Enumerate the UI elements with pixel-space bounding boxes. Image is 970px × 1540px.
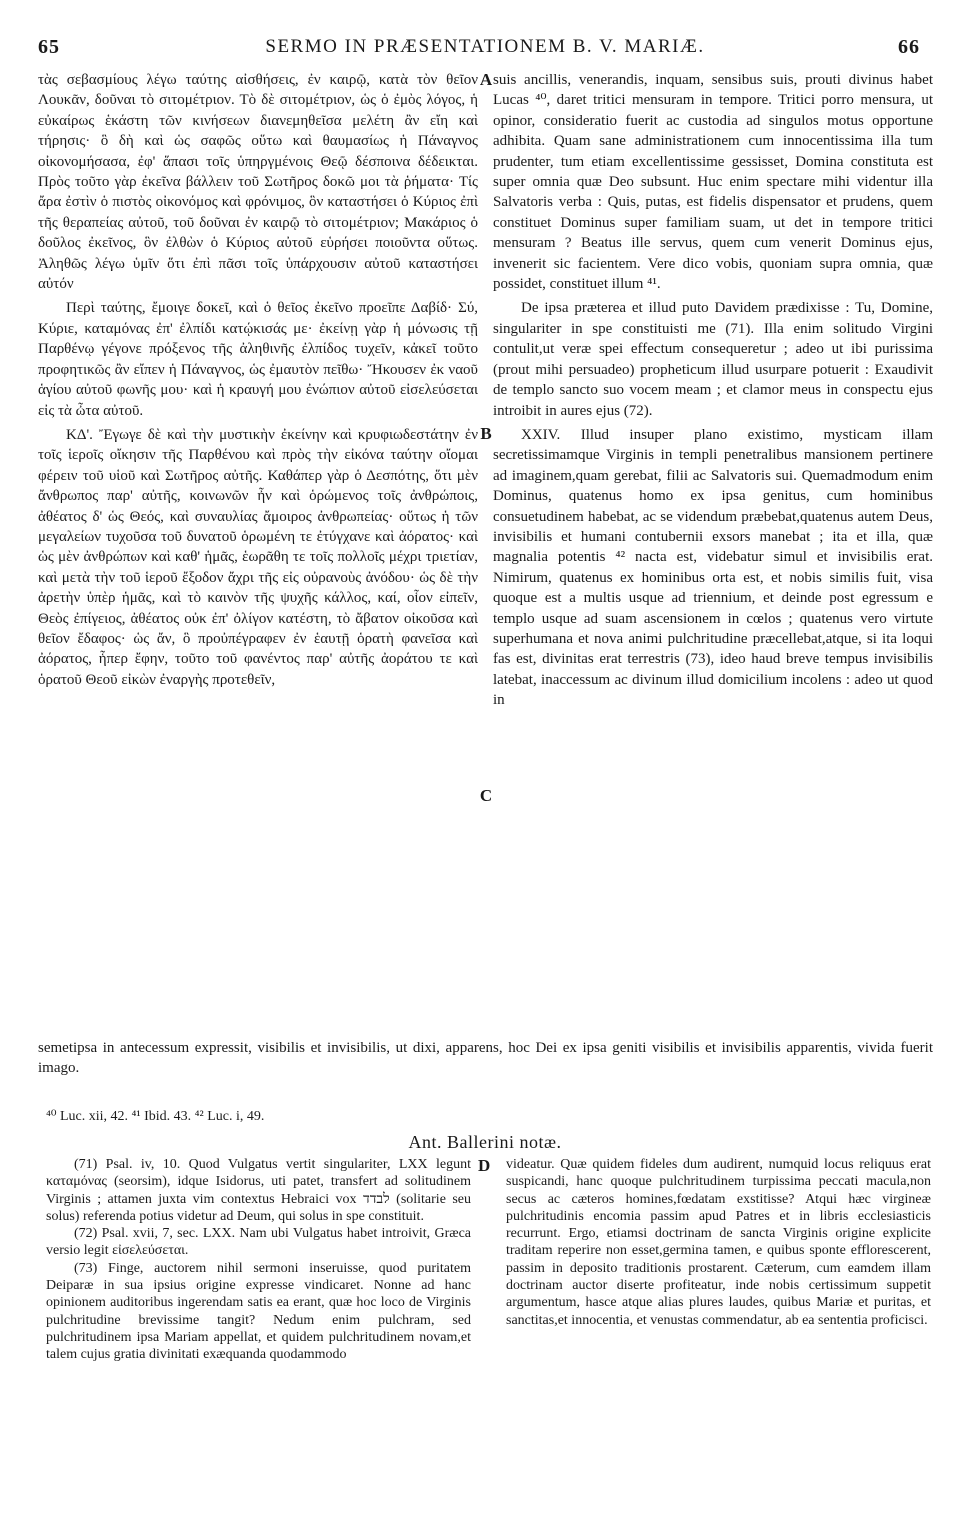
running-title: SERMO IN PRÆSENTATIONEM B. V. MARIÆ. [265, 36, 705, 57]
page-number-left: 65 [38, 36, 60, 58]
greek-paragraph-3: ΚΔ'. Ἔγωγε δὲ καὶ τὴν μυστικὴν ἐκείνην καὶ κρυφιωδεστάτην ἐν τοῖς ἱεροῖς οἴκησιν τῆς Παρθένου καὶ πρὸς τὴν εἰκόνα ταύτην οἴομαι φέρειν τοῦ υἱοῦ καὶ Σωτῆρος αὐτῆς. Καθάπερ γὰρ ὁ Δεσπότης, ὅτι μὲν ἄνθρωπος παρ' αὐτῆς, κοινωνῶν ἦν καὶ ὁρώμενος τοῖς ἀνθρώποις, ἀθέατος δ' ὡς Θεός, καὶ συναυλίας ἄμοιρος ἀνθρωπείας· οὕτως ἡ τῶν μεγαλείων τυχοῦσα τοῦ δυνατοῦ ὁρωμένη τε ἐτύγχανε καὶ ἀόρατος· καὶ ὡς μὲν ἀνθρώπων καὶ καθ' ἡμᾶς, ἑωρᾶθη τε τοῖς πολλοῖς μέχρι τριετίαν, καὶ μετὰ τὴν τοῦ ἱεροῦ ἔξοδον ἄχρι τῆς εἰς οὐρανοὺς ἀνόδου· ὡς δὲ τὴν ἀρετὴν ὑπὲρ ἡμᾶς, καὶ τὸ καινὸν τῆς ψυχῆς κάλλος, καί, οἷον εἰπεῖν, Θεὸς ἐπίγειος, ἀθέατος οὐκ ἐπ' ὀλίγον κατέστη, τὸ ἄβατον οἰκοῦσα καὶ θεῖον ἔδαφος· ὡς ἄν, ὃ προὐπέγραφεν ἐν ἑαυτῇ ὁρατὴ φανεῖσα καὶ ἀόρατος, ἧπερ ἔφην, τοῦτο τοῦ φανέντος παρ' αὐτῆς ἀοράτου τε καὶ ὁρατοῦ Θεοῦ εἰκὼν ἐναργὴς προτεθεῖν, [38, 426, 478, 688]
note-73-continued: videatur. Quæ quidem fideles dum audirent, numquid locus reliquus erat suspicandi, hanc quoque pulchritudinem turpissima peccati macula,non secus ac cæteros homines,fœdatam exstitisse? Atqui hæc virgineæ pulchritudinis encomia passim apud Patres et in libris ecclesiasticis recurrunt. Ergo, etiamsi doctrinam de sancta Virginis origine explicite traditam reperire non esset,germina tamen, e quibus sponte efflorescerent, passim in deposito traditionis prostarent. Cæterum, cum eamdem illam doctrinam auctor diserte profiteatur, inde nobis certissimum suppetit argumentum, hasce atque alias plures laudes, quibus Mariæ et puritas, et sanctitas,et innocentia, et venustas commendatur, ab ea sententia proficisci. [506, 1157, 931, 1328]
scripture-references: ⁴⁰ Luc. xii, 42. ⁴¹ Ibid. 43. ⁴² Luc. i, 49. [46, 1109, 265, 1124]
margin-marker-c: C [479, 786, 493, 805]
latin-paragraph-2: De ipsa præterea et illud puto Davidem prædixisse : Tu, Domine, singulariter in spe constituisti me (71). Illa enim solitudo Virgini contulit,ut veræ spei effectum consequeretur ; adeo ut ibi purissima (prout mihi persuadeo) propheticum illud usurpare potuerit : Exaudivit de templo sancto suo vocem meam ; et clamor meus in conspectu ejus introibit in aures ejus (72). [493, 300, 933, 419]
latin-paragraph-1: suis ancillis, venerandis, inquam, sensibus suis, prouti divinus habet Lucas ⁴⁰, daret tritici mensuram in tempore. Tritici porro mensura, ut opinor, consideratio fuerit ac custodia ad singulos motus opportune adhibita. Quam sane administrationem cum innocentissima illa tum prudenter, tum etiam excellentissime gessisset, Domina constituta est super omnia quæ Deo subsunt. Huc enim spectare mihi videntur illa Salvatoris verba : Quis, putas, est fidelis dispensator et prudens, quem constituet Dominus super familiam suam, ut det in tempore tritici mensuram ? Beatus ille servus, quem cum venerit Dominus ejus, invenerit sic facientem. Vere dico vobis, quoniam supra omnia, quæ possidet, constituet illum ⁴¹. [493, 72, 933, 293]
note-72: (72) Psal. xvii, 7, sec. LXX. Nam ubi Vulgatus habet introivit, Græca versio legit εἰσελεύσεται. [46, 1226, 471, 1259]
margin-marker-d: D [478, 1156, 491, 1175]
notes-left-column [46, 1156, 471, 1364]
greek-paragraph-2: Περὶ ταύτης, ἔμοιγε δοκεῖ, καὶ ὁ θεῖος ἐκεῖνο προεῖπε Δαβίδ· Σύ, Κύριε, καταμόνας ἐπ' ἐλπίδι κατῴκισάς με· ἐκείνῃ γὰρ ἡ μόνωσις τῇ Παρθένῳ γέγονε πρόξενος τῆς ἀληθινῆς ἐλπίδος τυχεῖν, κἀκεῖ τοῦτο προφητικῶς ἂν εἴπεν ἡ Πάναγνος, ὡς ἐμαυτὸν πεῖθω· Ἤκουσεν ἐκ ναοῦ ἁγίου αὐτοῦ φωνῆς μου· καὶ ἡ κραυγή μου ἐνώπιον αὐτοῦ εἰσελεύσεται εἰς τὰ ὦτα αὐτοῦ. [38, 300, 478, 419]
latin-column [493, 70, 933, 711]
notes-right-column [506, 1156, 931, 1329]
note-71: (71) Psal. iv, 10. Quod Vulgatus vertit singulariter, LXX legunt καταμόνας (seorsim), idque Isidorus, uti patet, transfert ad solitudinem Virginis ; attamen juxta vim contextus Hebraici vox לבדד (solitarie seu solus) referenda potius videtur ad Deum, qui solus in spe constituit. [46, 1157, 471, 1224]
margin-marker-a: A [479, 70, 493, 89]
greek-paragraph-1: τὰς σεβασμίους λέγω ταύτης αἰσθήσεις, ἐν καιρῷ, κατὰ τὸν θεῖον Λουκᾶν, δοῦναι τὸ σιτομέτριον. Τὸ δὲ σιτομέτριον, ὡς ὁ ἐμὸς λόγος, ἡ εὐκαίρως ἑκάστη τῶν κινήσεων διανεμηθεῖσα μελέτη ἂν εἴη καὶ τήρησις· ὃ δὴ καὶ ὡς σαφῶς οὕτω καὶ θαυμασίως ἡ Πάναγνος οἰκονομήσασα, ἐφ' ἅπασι τοῖς ὑπηργμένοις Θεῷ δέσποινα δέδεικται. Πρὸς τοῦτο γὰρ ἐκεῖνα βάλλειν τοῦ Σωτῆρος δοκῶ μοι τὰ ῥήματα· Τίς ἄρα ἐστὶν ὁ πιστὸς οἰκονόμος καὶ φρόνιμος, ὃν καταστήσει ὁ Κύριος ἐπὶ τῆς θεραπείας αὐτοῦ, τοῦ δοῦναι ἐν καιρῷ τὸ σιτομέτριον; Μακάριος ὁ δοῦλος ἐκεῖνος, ὃν ἐλθὼν ὁ Κύριος αὐτοῦ εὑρήσει ποιοῦντα οὕτως. Ἀληθῶς λέγω ὑμῖν ὅτι ἐπὶ πᾶσι τοῖς ὑπάρχουσιν αὐτοῦ καταστήσει αὐτόν [38, 72, 478, 293]
full-width-continuation: semetipsa in antecessum expressit, visibilis et invisibilis, ut dixi, apparens, hoc Dei ex ipsa geniti visibilis et invisibilis apparentis, vivida fuerit imago. [38, 1040, 933, 1077]
greek-column [38, 70, 478, 690]
page-number-right: 66 [898, 36, 920, 58]
margin-marker-b: B [480, 424, 492, 443]
latin-paragraph-3: XXIV. Illud insuper plano existimo, mysticam illam secretissimamque Virginis in templi penetralibus mansionem pertinere ad imaginem,quam gerebat, filii ac Salvatoris sui. Quemadmodum enim Dominus, quatenus homo ex ipsa genitus, cum hominibus consuetudinem habebat, ac se videndum præbebat,quatenus autem Deus, invisibilis et humani contubernii exsors manebat ; ita et illa, quæ magnalia potentis ⁴² nacta est, videbatur simul et invisibilis erat. Nimirum, quatenus ex hominibus orta est, et nobis similis fuit, visa quoque est a multis usque ad triennium, et deinde post egressum e templo usque ad suam ascensionem in cœlos ; quatenus vero virtute superhumana et nova animi pulchritudine præcellebat,atque, si ita loqui fas est, divinitas erat terrestris (73), ideo haud breve tempus invisibilis latebat, inaccessum ac divinum illud domicilium incolens : adeo ut quod in [493, 426, 933, 709]
notes-heading: Ant. Ballerini notæ. [408, 1132, 562, 1152]
note-73: (73) Finge, auctorem nihil sermoni inseruisse, quod puritatem Deiparæ in sua ipsius origine expresse vindicaret. Nonne ad hanc opinionem auditoribus ingerendam satis ea erant, quæ hoc loco de Virginis pulchritudine brevissime tangit? Nedum enim pulchram, sed pulchritudinem ipsa Mariam appellat, et quidem pulchritudinem novam,et talem cujus gratia divinitati exæquanda quodammodo [46, 1260, 471, 1363]
